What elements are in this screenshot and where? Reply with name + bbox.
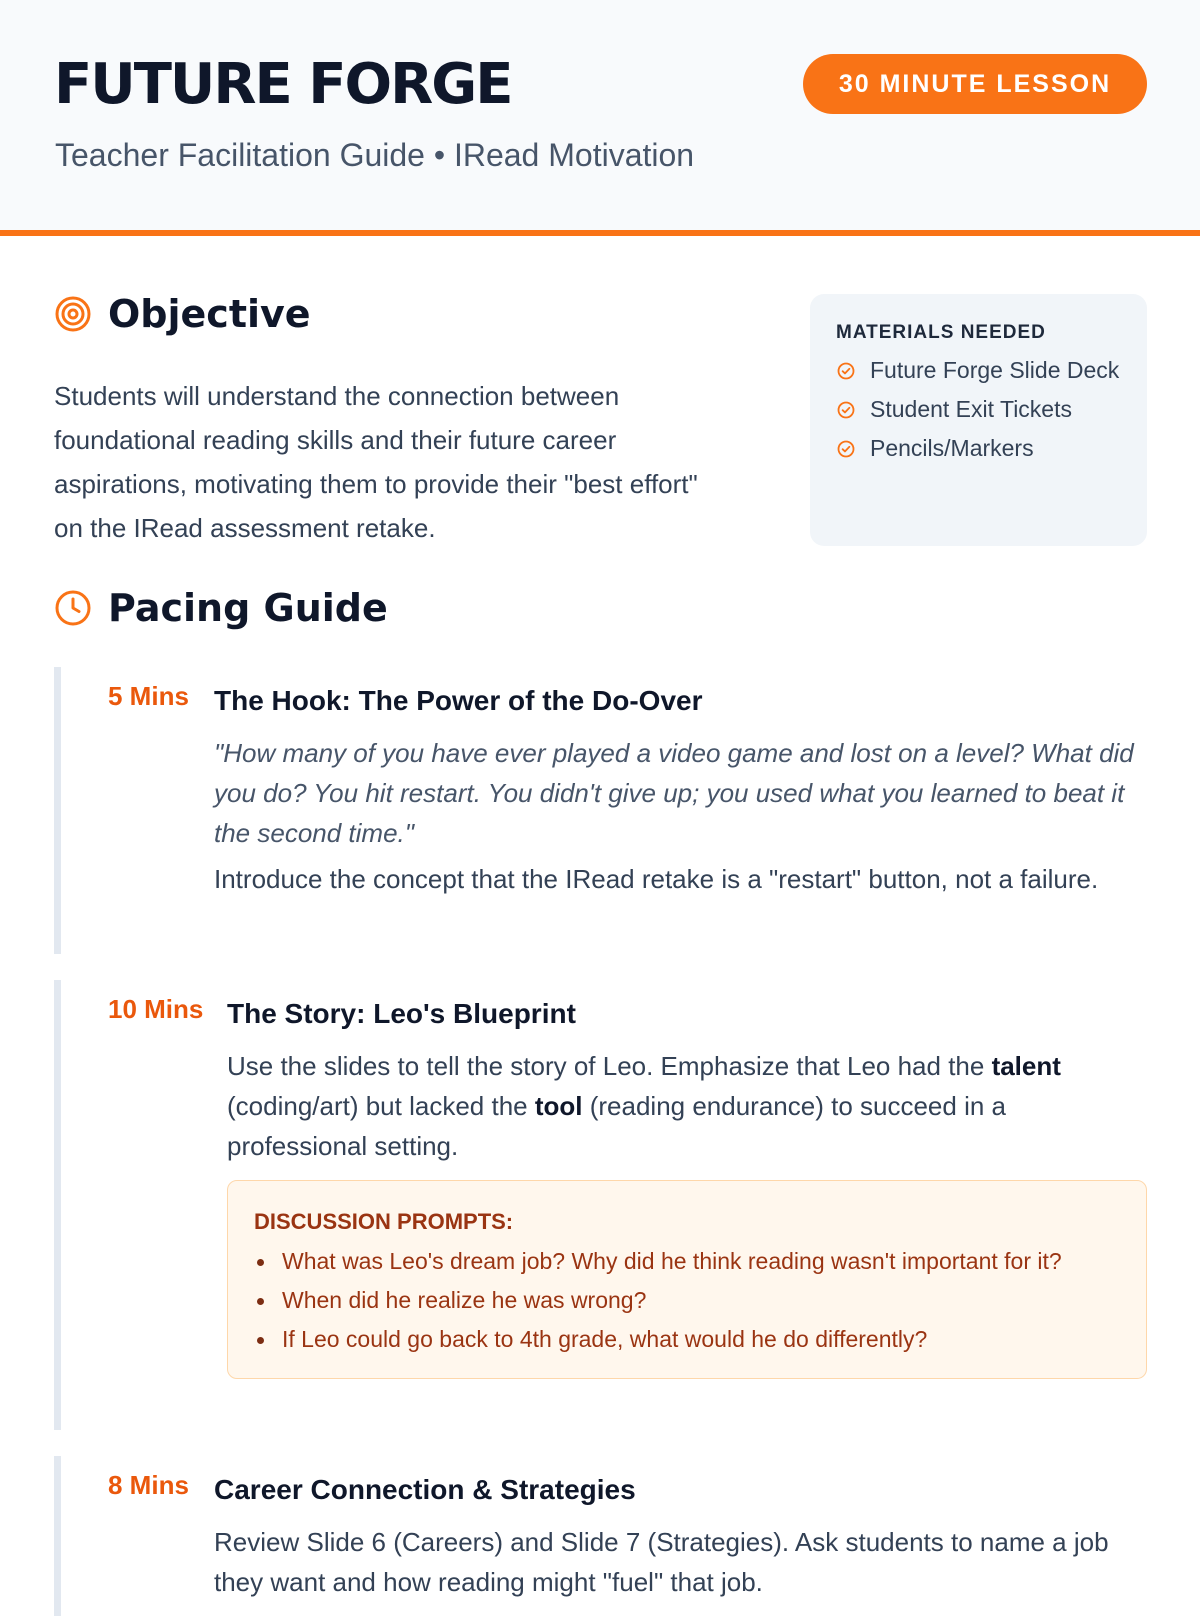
phase-content [214,683,1147,899]
prompt-item: What was Leo's dream job? Why did he think reading wasn't important for it? [254,1245,1120,1278]
pacing-heading-label: Pacing Guide [108,586,388,630]
page-header [0,0,1200,236]
emphasis-talent: talent [991,1051,1061,1081]
pacing-phase [54,1456,1147,1616]
phase-time: 10 Mins [108,994,204,1024]
phase-description: Use the slides to tell the story of Leo. Emphasize that Leo had the talent (coding/art) but lacked the tool (reading endurance) to succeed in a professional setting. [227,1051,1061,1161]
pacing-phase [54,667,1147,954]
brand-title: FUTURE FORGE [54,52,512,117]
emphasis-tool: tool [534,1091,583,1121]
phase-content [214,1472,1147,1602]
target-icon [54,295,92,333]
discussion-prompts-box [227,1180,1147,1379]
material-label: Future Forge Slide Deck [870,357,1120,383]
phase-title: The Story: Leo's Blueprint [227,998,576,1029]
check-circle-icon [836,361,856,381]
material-item [836,393,1121,426]
phase-description: Introduce the concept that the IRead retake is a "restart" button, not a failure. [214,864,1099,894]
phase-title: Career Connection & Strategies [214,1474,636,1505]
lesson-duration-badge: 30 MINUTE LESSON [803,54,1147,114]
phase-time: 8 Mins [108,1470,189,1500]
phase-description: Review Slide 6 (Careers) and Slide 7 (Strategies). Ask students to name a job they want and how reading might "fuel" that job. [214,1527,1109,1597]
materials-title: MATERIALS NEEDED [836,322,1046,343]
phase-quote: "How many of you have ever played a video game and lost on a level? What did you do? You hit restart. You didn't give up; you used what you learned to beat it the second time." [214,738,1134,848]
phase-title: The Hook: The Power of the Do-Over [214,685,703,716]
check-circle-icon [836,400,856,420]
materials-card [810,294,1147,546]
prompts-title: DISCUSSION PROMPTS: [254,1209,514,1234]
prompt-item: If Leo could go back to 4th grade, what would he do differently? [254,1323,1120,1356]
page-subtitle: Teacher Facilitation Guide • IRead Motivation [55,137,695,173]
material-item [836,432,1121,465]
prompts-list [254,1245,1120,1356]
material-label: Pencils/Markers [870,435,1034,461]
objective-heading-label: Objective [108,292,311,336]
pacing-heading [54,586,388,630]
material-label: Student Exit Tickets [870,396,1072,422]
check-circle-icon [836,439,856,459]
phase-time: 5 Mins [108,681,189,711]
objective-text: Students will understand the connection between foundational reading skills and their future career aspirations, motivating them to provide their "best effort" on the IRead assessment retake. [54,381,698,543]
pacing-phase [54,980,1147,1430]
phase-content [227,996,1147,1379]
clock-icon [54,589,92,627]
prompt-item: When did he realize he was wrong? [254,1284,1120,1317]
objective-heading [54,292,311,336]
material-item [836,354,1121,387]
